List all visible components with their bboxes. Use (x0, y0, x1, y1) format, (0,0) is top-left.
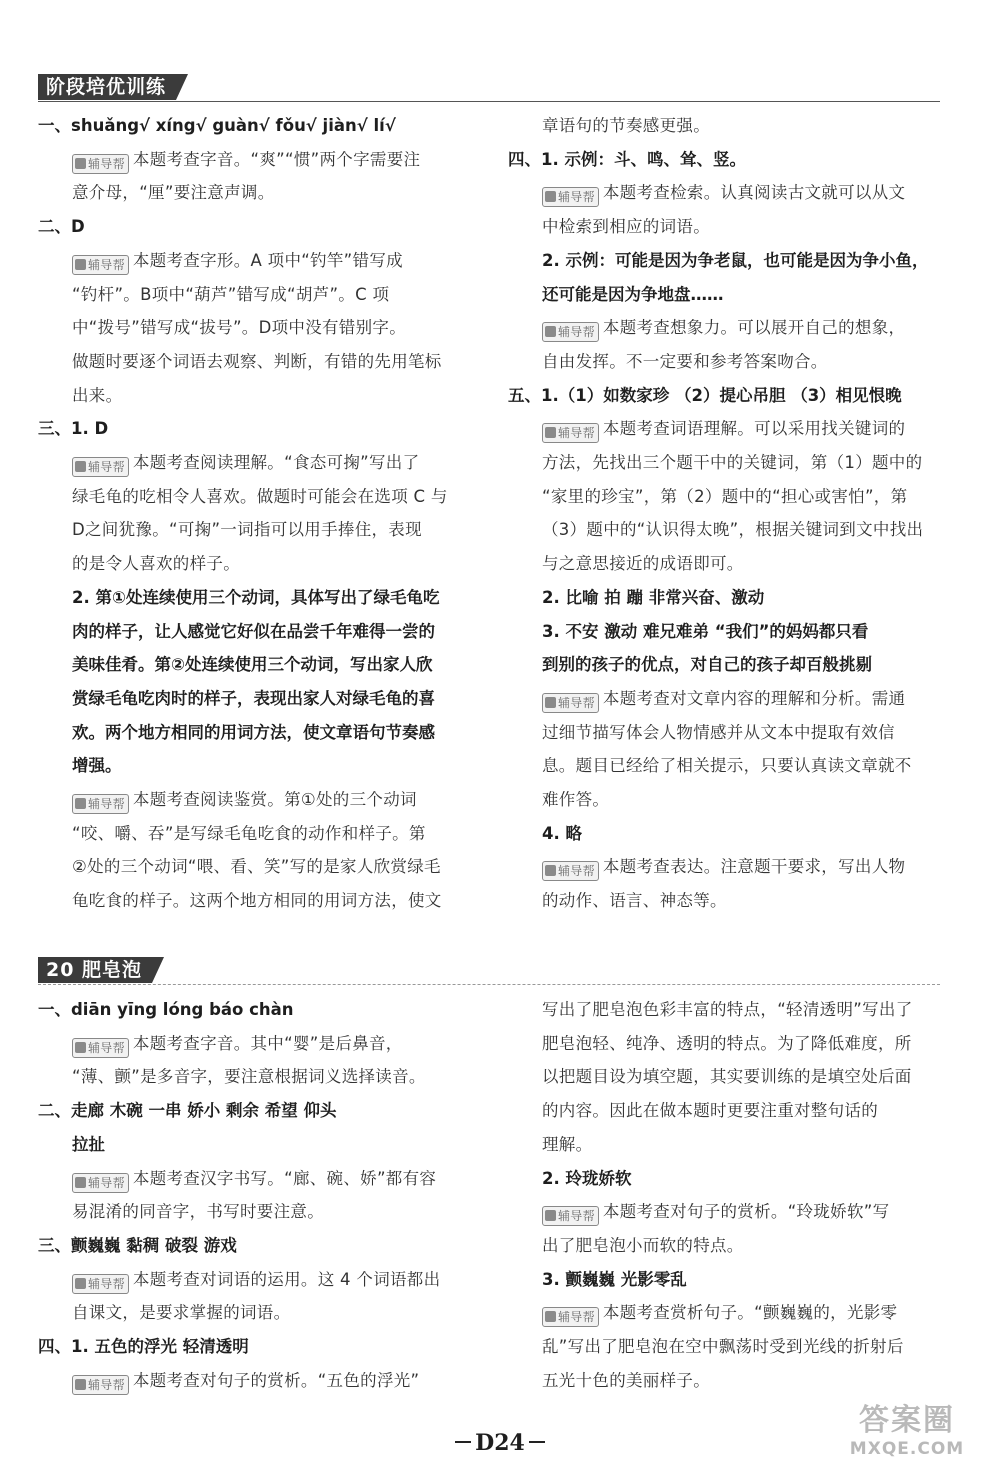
explanation-line (542, 314, 905, 342)
explanation-line (72, 449, 419, 477)
book-icon (75, 1177, 86, 1188)
tutor-badge-icon (542, 1206, 599, 1226)
line-text: 赏绿毛龟吃肉时的样子，表现出家人对绿毛龟的喜 (72, 688, 435, 708)
text-line (542, 483, 907, 507)
answer-line (542, 820, 582, 844)
line-text: 本题考查字音。“爽”“惯”两个字需要注 (132, 149, 421, 169)
line-text: 本题考查想象力。可以展开自己的想象， (602, 318, 906, 338)
answer-line (508, 146, 746, 170)
line-text: 方法，先找出三个题干中的关键词，第（1）题中的 (542, 453, 923, 472)
text-line (72, 1063, 426, 1087)
line-text: 本题考查字音。其中“婴”是后鼻音， (132, 1033, 403, 1053)
text-line (72, 1198, 324, 1222)
line-text: 本题考查表达。注意题干要求，写出人物 (602, 857, 906, 877)
tutor-badge-icon (72, 154, 129, 174)
answer-line (72, 584, 439, 608)
answer-line (38, 112, 396, 136)
tutor-badge-icon (542, 861, 599, 881)
line-text: D之间犹豫。“可掬”一词指可以用手捧住，表现 (72, 520, 422, 540)
tutor-badge-label: 辅导帮 (558, 695, 595, 710)
watermark-logo (832, 1404, 982, 1464)
line-text: 息。题目已经给了相关提示，只要认真读文章就不 (542, 756, 912, 776)
answer-line (542, 618, 868, 642)
tutor-badge-label: 辅导帮 (558, 864, 595, 879)
line-text: 2. 玲珑娇软 (542, 1168, 632, 1188)
tutor-badge-label: 辅导帮 (558, 426, 595, 441)
book-icon (75, 158, 86, 169)
line-text: 本题考查汉字书写。“廊、碗、娇”都有容 (132, 1168, 437, 1188)
section-divider (38, 101, 940, 102)
line-text: 4. 略 (542, 823, 582, 843)
explanation-line (72, 146, 420, 174)
book-icon (545, 1311, 556, 1322)
line-text: 的内容。因此在做本题时更要注重对整句话的 (542, 1101, 878, 1121)
text-line (542, 1131, 592, 1155)
line-text: 3. 不安 激动 难兄难弟 “我们”的妈妈都只看 (542, 621, 869, 641)
line-text: 出来。 (72, 385, 123, 405)
explanation-line (542, 1299, 897, 1327)
line-text: 本题考查检索。认真阅读古文就可以从文 (602, 183, 906, 203)
tutor-badge-label: 辅导帮 (558, 1209, 595, 1224)
explanation-line (72, 1165, 436, 1193)
line-text: 欢。两个地方相同的用词方法，使文章语句节奏感 (72, 722, 435, 742)
line-text: 过细节描写体会人物情感并从文本中提取有效信 (542, 722, 895, 742)
answer-line (38, 1097, 336, 1121)
line-text: 龟吃食的样子。这两个地方相同的用词方法，使文 (72, 891, 442, 911)
line-text: 章语句的节奏感更强。 (542, 116, 710, 135)
line-text: 本题考查字形。A 项中“钓竿”错写成 (132, 250, 403, 270)
book-icon (75, 798, 86, 809)
answer-line (542, 584, 764, 608)
tutor-badge-icon (72, 1375, 129, 1395)
book-icon (545, 865, 556, 876)
explanation-line (72, 247, 403, 275)
line-text: 中检索到相应的词语。 (542, 217, 710, 237)
book-icon (545, 1210, 556, 1221)
explanation-line (542, 1198, 889, 1226)
answer-line (72, 1131, 105, 1155)
section-divider (38, 984, 940, 985)
line-text: 一、shuǎng√ xíng√ guàn√ fǒu√ jiàn√ lí√ (38, 116, 396, 135)
answer-line (38, 1232, 237, 1256)
text-line (72, 550, 240, 574)
tutor-badge-icon (72, 1274, 129, 1294)
line-text: 2. 示例：可能是因为争老鼠，也可能是因为争小鱼， (542, 250, 929, 270)
line-text: 与之意思接近的成语即可。 (542, 554, 744, 574)
line-text: 绿毛龟的吃相令人喜欢。做题时可能会在选项 C 与 (72, 486, 448, 506)
text-line (542, 1097, 878, 1121)
text-line (542, 348, 828, 372)
line-text: 自由发挥。不一定要和参考答案吻合。 (542, 351, 828, 371)
line-text: 四、1. 示例：斗、鸣、耸、竖。 (508, 149, 746, 169)
text-line (542, 1367, 710, 1391)
text-line (72, 1299, 290, 1323)
tutor-badge-label: 辅导帮 (88, 257, 125, 272)
answer-line (72, 618, 435, 642)
line-text: 3. 颤巍巍 光影零乱 (542, 1269, 687, 1289)
line-text: 理解。 (542, 1134, 593, 1154)
tutor-badge-label: 辅导帮 (558, 1310, 595, 1325)
text-line (542, 719, 895, 743)
text-line (72, 314, 406, 338)
line-text: “家里的珍宝”，第（2）题中的“担心或害怕”，第 (542, 486, 908, 506)
line-text: ②处的三个动词“喂、看、笑”写的是家人欣赏绿毛 (72, 857, 441, 877)
text-line (542, 550, 744, 574)
text-line (542, 752, 912, 776)
text-line (72, 483, 448, 507)
line-text: 易混淆的同音字，书写时要注意。 (72, 1202, 324, 1222)
text-line (542, 1232, 744, 1256)
explanation-line (542, 685, 905, 713)
answer-line (72, 685, 435, 709)
line-text: 三、1. D (38, 419, 109, 439)
line-text: “钓杆”。B项中“葫芦”错写成“胡芦”。C 项 (72, 284, 390, 304)
tutor-badge-label: 辅导帮 (88, 1175, 125, 1190)
line-text: 中“拨号”错写成“拔号”。D项中没有错别字。 (72, 318, 406, 338)
tutor-badge-label: 辅导帮 (88, 1276, 125, 1291)
text-line (542, 1333, 904, 1357)
line-text: 本题考查阅读鉴赏。第①处的三个动词 (132, 790, 417, 809)
book-icon (545, 697, 556, 708)
text-line (542, 213, 710, 237)
answer-line (38, 213, 85, 237)
tutor-badge-icon (542, 423, 599, 443)
page-number: D24 (475, 1430, 525, 1456)
tutor-badge-label: 辅导帮 (88, 156, 125, 171)
book-icon (545, 326, 556, 337)
text-line (542, 996, 913, 1020)
line-text: 乱”写出了肥皂泡在空中飘荡时受到光线的折射后 (542, 1337, 904, 1356)
line-text: 做题时要逐个词语去观察、判断，有错的先用笔标 (72, 351, 442, 371)
line-text: 自课文，是要求掌握的词语。 (72, 1303, 291, 1323)
book-icon (75, 461, 86, 472)
line-text: 二、走廊 木碗 一串 娇小 剩余 希望 仰头 (38, 1101, 337, 1121)
line-text: 一、diān yīng lóng báo chàn (38, 1000, 294, 1019)
text-line (72, 348, 442, 372)
line-text: 四、1. 五色的浮光 轻清透明 (38, 1337, 249, 1356)
line-text: “咬、嚼、吞”是写绿毛龟吃食的动作和样子。第 (72, 823, 426, 843)
tutor-badge-label: 辅导帮 (88, 460, 125, 474)
text-line (72, 281, 389, 305)
line-text: 本题考查对文章内容的理解和分析。需通 (602, 688, 906, 708)
tutor-badge-icon (542, 1307, 599, 1327)
text-line (542, 449, 922, 473)
text-line (72, 516, 422, 540)
text-line (542, 887, 727, 911)
answer-line (72, 752, 122, 776)
tutor-badge-icon (72, 255, 129, 275)
tutor-badge-icon (542, 187, 599, 207)
book-icon (75, 1379, 86, 1390)
section-title-stage-training: 阶段培优训练 (38, 74, 176, 100)
text-line (542, 112, 710, 136)
line-text: 三、颤巍巍 黏稠 破裂 游戏 (38, 1235, 237, 1255)
answer-line (508, 382, 902, 406)
tutor-badge-label: 辅导帮 (88, 1377, 125, 1392)
answer-line (542, 247, 929, 271)
line-text: 本题考查赏析句子。“颤巍巍的，光影零 (602, 1303, 898, 1323)
line-text: 还可能是因为争地盘…… (542, 284, 724, 304)
tutor-badge-label: 辅导帮 (88, 797, 125, 811)
line-text: 的动作、语言、神态等。 (542, 891, 727, 911)
explanation-line (72, 1266, 440, 1294)
answer-line (542, 1165, 632, 1189)
tutor-badge-label: 辅导帮 (558, 325, 595, 340)
tutor-badge-label: 辅导帮 (88, 1040, 125, 1055)
book-icon (545, 427, 556, 438)
line-text: 写出了肥皂泡色彩丰富的特点，“轻清透明”写出了 (542, 1000, 913, 1019)
answer-line (38, 1333, 249, 1357)
text-line (542, 1063, 912, 1087)
line-text: 肥皂泡轻、纯净、透明的特点。为了降低难度，所 (542, 1033, 912, 1053)
book-icon (545, 191, 556, 202)
section-title-lesson-20: 20 肥皂泡 (38, 957, 152, 983)
tutor-badge-icon (542, 322, 599, 342)
watermark-line1: 答案圈 (859, 1403, 955, 1438)
text-line (72, 853, 441, 877)
text-line (542, 1030, 912, 1054)
line-text: 到别的孩子的优点，对自己的孩子却百般挑剔 (542, 655, 872, 675)
explanation-line (72, 1030, 403, 1058)
watermark-line2: MXQE.COM (849, 1439, 965, 1459)
answer-line (542, 651, 872, 675)
line-text: “薄、颤”是多音字，要注意根据词义选择读音。 (72, 1067, 426, 1087)
text-line (72, 179, 275, 203)
text-line (72, 382, 122, 406)
line-text: 出了肥皂泡小而软的特点。 (542, 1235, 744, 1255)
explanation-line (542, 179, 905, 207)
tutor-badge-icon (72, 794, 129, 814)
line-text: 肉的样子，让人感觉它好似在品尝千年难得一尝的 (72, 621, 435, 641)
line-text: 难作答。 (542, 790, 610, 809)
tutor-badge-icon (72, 1173, 129, 1193)
answer-line (72, 719, 435, 743)
line-text: （3）题中的“认识得太晚”，根据关键词到文中找出 (542, 520, 924, 540)
line-text: 拉扯 (72, 1134, 105, 1154)
line-text: 二、D (38, 217, 85, 237)
answer-line (38, 996, 294, 1020)
line-text: 本题考查对句子的赏析。“五色的浮光” (132, 1370, 420, 1390)
text-line (72, 887, 442, 911)
line-text: 本题考查对词语的运用。这 4 个词语都出 (132, 1269, 441, 1289)
line-text: 五光十色的美丽样子。 (542, 1370, 710, 1390)
line-text: 五、1.（1）如数家珍 （2）提心吊胆 （3）相见恨晚 (508, 385, 902, 405)
answer-line (542, 281, 724, 305)
text-line (72, 820, 426, 844)
tutor-badge-icon (72, 1038, 129, 1058)
explanation-line (72, 1367, 419, 1395)
line-text: 增强。 (72, 756, 122, 776)
tutor-badge-icon (542, 693, 599, 713)
explanation-line (72, 786, 417, 814)
line-text: 2. 第①处连续使用三个动词，具体写出了绿毛龟吃 (72, 587, 440, 607)
tutor-badge-icon (72, 457, 129, 477)
line-text: 本题考查对句子的赏析。“玲珑娇软”写 (602, 1202, 890, 1222)
book-icon (75, 1278, 86, 1289)
tutor-badge-label: 辅导帮 (558, 190, 595, 205)
text-line (542, 786, 609, 810)
line-text: 的是令人喜欢的样子。 (72, 554, 240, 574)
line-text: 意介母，“厘”要注意声调。 (72, 183, 275, 203)
line-text: 以把题目设为填空题，其实要训练的是填空处后面 (542, 1067, 912, 1087)
book-icon (75, 1042, 86, 1053)
explanation-line (542, 415, 905, 443)
line-text: 本题考查词语理解。可以采用找关键词的 (602, 419, 906, 439)
line-text: 美味佳肴。第②处连续使用三个动词，写出家人欣 (72, 655, 433, 675)
line-text: 本题考查阅读理解。“食态可掬”写出了 (132, 453, 420, 472)
answer-line (542, 1266, 687, 1290)
explanation-line (542, 853, 905, 881)
answer-line (38, 415, 108, 439)
line-text: 2. 比喻 拍 蹦 非常兴奋、激动 (542, 587, 765, 607)
book-icon (75, 259, 86, 270)
answer-line (72, 651, 432, 675)
text-line (542, 516, 923, 540)
